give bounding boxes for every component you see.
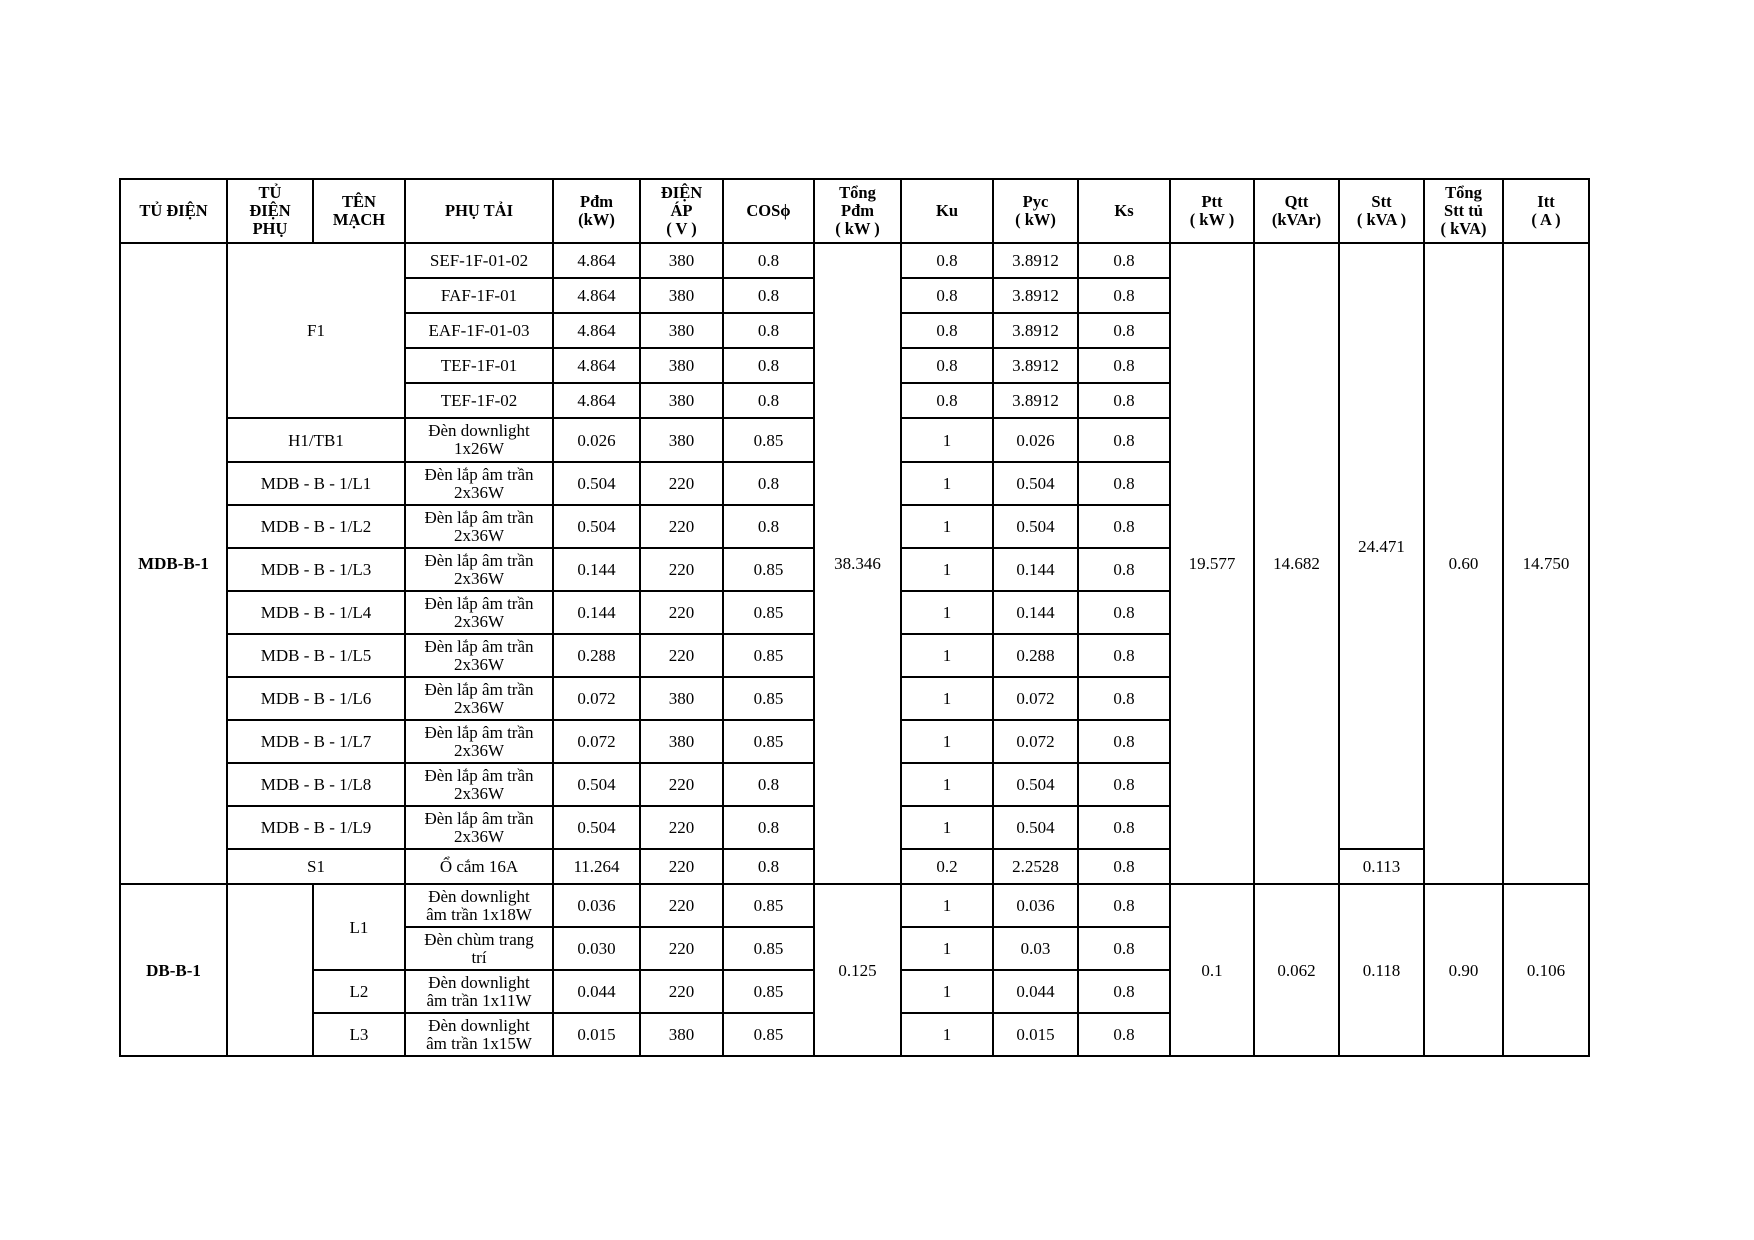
cell-text-line: 2x36W xyxy=(453,826,505,846)
column-header-line: Ptt xyxy=(1201,191,1223,211)
circuit-cell: MDB - B - 1/L9 xyxy=(227,806,405,849)
ku-cell: 0.8 xyxy=(901,243,993,278)
ku-cell: 1 xyxy=(901,462,993,505)
cell-text-line: 2x36W xyxy=(453,482,505,502)
voltage-cell: 380 xyxy=(640,383,723,418)
cos-cell: 0.85 xyxy=(723,927,814,970)
load-calculation-table xyxy=(119,178,1590,1057)
pdm-cell: 0.044 xyxy=(553,970,640,1013)
cell-text-line: âm trần 1x18W xyxy=(426,904,532,924)
pdm-cell: 11.264 xyxy=(553,849,640,884)
voltage-cell: 380 xyxy=(640,278,723,313)
ptt-cell: 0.1 xyxy=(1170,884,1254,1056)
column-header-line: Itt xyxy=(1537,191,1555,211)
panel-name-db: DB-B-1 xyxy=(120,884,227,1056)
itt-cell: 0.106 xyxy=(1503,884,1589,1056)
ku-cell: 1 xyxy=(901,763,993,806)
pyc-cell: 0.03 xyxy=(993,927,1078,970)
cos-cell: 0.85 xyxy=(723,720,814,763)
ks-cell: 0.8 xyxy=(1078,548,1170,591)
load-cell xyxy=(405,634,553,677)
pdm-cell: 0.144 xyxy=(553,548,640,591)
cos-cell: 0.8 xyxy=(723,505,814,548)
table-row xyxy=(120,243,1589,278)
cell-text-line: Đèn lắp âm trần xyxy=(424,464,534,484)
column-header-line: ( kVA ) xyxy=(1356,210,1407,229)
load-cell: SEF-1F-01-02 xyxy=(405,243,553,278)
pyc-cell: 0.036 xyxy=(993,884,1078,927)
cell-text-line: Đèn chùm trang xyxy=(424,929,534,949)
load-cell xyxy=(405,927,553,970)
cos-cell: 0.85 xyxy=(723,970,814,1013)
column-header xyxy=(1254,179,1339,243)
ks-cell: 0.8 xyxy=(1078,348,1170,383)
cell-text-line: trí xyxy=(471,947,487,967)
column-header-line: ĐIỆN xyxy=(249,200,291,220)
cell-text-line: 2x36W xyxy=(453,740,505,760)
column-header xyxy=(405,179,553,243)
table-body xyxy=(120,243,1589,1056)
ks-cell: 0.8 xyxy=(1078,634,1170,677)
circuit-cell: MDB - B - 1/L6 xyxy=(227,677,405,720)
load-cell xyxy=(405,970,553,1013)
pdm-cell: 4.864 xyxy=(553,243,640,278)
column-header-line: ĐIỆN xyxy=(660,182,703,202)
ks-cell: 0.8 xyxy=(1078,884,1170,927)
column-header-line: Pyc xyxy=(1022,191,1049,211)
column-header xyxy=(1170,179,1254,243)
pdm-cell: 0.030 xyxy=(553,927,640,970)
voltage-cell: 220 xyxy=(640,849,723,884)
cell-text-line: 2x36W xyxy=(453,654,505,674)
ks-cell: 0.8 xyxy=(1078,806,1170,849)
pdm-cell: 0.026 xyxy=(553,418,640,462)
table-row xyxy=(120,884,1589,927)
load-cell xyxy=(405,462,553,505)
circuit-cell: MDB - B - 1/L3 xyxy=(227,548,405,591)
column-header xyxy=(1078,179,1170,243)
cos-cell: 0.8 xyxy=(723,348,814,383)
voltage-cell: 220 xyxy=(640,591,723,634)
qtt-cell: 0.062 xyxy=(1254,884,1339,1056)
pyc-cell: 2.2528 xyxy=(993,849,1078,884)
column-header-line: Stt xyxy=(1371,191,1392,211)
circuit-cell: MDB - B - 1/L8 xyxy=(227,763,405,806)
pyc-cell: 3.8912 xyxy=(993,383,1078,418)
column-header-line: Tổng xyxy=(839,182,876,202)
pyc-cell: 0.026 xyxy=(993,418,1078,462)
column-header-line: Pđm xyxy=(580,191,613,211)
load-cell xyxy=(405,505,553,548)
voltage-cell: 220 xyxy=(640,505,723,548)
load-cell xyxy=(405,884,553,927)
pdm-cell: 0.036 xyxy=(553,884,640,927)
load-cell xyxy=(405,806,553,849)
ku-cell: 1 xyxy=(901,970,993,1013)
tong-pdm-cell: 38.346 xyxy=(814,243,901,884)
circuit-cell: L1 xyxy=(313,884,405,970)
load-cell: FAF-1F-01 xyxy=(405,278,553,313)
column-header xyxy=(1503,179,1589,243)
pdm-cell: 0.288 xyxy=(553,634,640,677)
pdm-cell: 4.864 xyxy=(553,383,640,418)
tong-stt-cell: 0.60 xyxy=(1424,243,1503,884)
column-header-line: Ku xyxy=(935,200,958,220)
circuit-cell: MDB - B - 1/L4 xyxy=(227,591,405,634)
stt-cell: 0.113 xyxy=(1339,849,1424,884)
circuit-cell: H1/TB1 xyxy=(227,418,405,462)
cell-text-line: Đèn downlight xyxy=(428,972,530,992)
pyc-cell: 0.072 xyxy=(993,720,1078,763)
ku-cell: 1 xyxy=(901,720,993,763)
qtt-cell: 14.682 xyxy=(1254,243,1339,884)
column-header-line: (kW) xyxy=(578,210,615,229)
column-header xyxy=(120,179,227,243)
column-header-line: Qtt xyxy=(1284,191,1309,211)
ks-cell: 0.8 xyxy=(1078,927,1170,970)
header-row xyxy=(120,179,1589,243)
pyc-cell: 0.504 xyxy=(993,763,1078,806)
column-header-line: ( kW ) xyxy=(1189,210,1235,229)
pyc-cell: 0.015 xyxy=(993,1013,1078,1056)
circuit-cell: MDB - B - 1/L1 xyxy=(227,462,405,505)
ks-cell: 0.8 xyxy=(1078,505,1170,548)
cos-cell: 0.8 xyxy=(723,462,814,505)
voltage-cell: 380 xyxy=(640,677,723,720)
pdm-cell: 4.864 xyxy=(553,313,640,348)
pdm-cell: 0.504 xyxy=(553,505,640,548)
circuit-cell: MDB - B - 1/L2 xyxy=(227,505,405,548)
sub-panel-cell xyxy=(227,884,313,1056)
ks-cell: 0.8 xyxy=(1078,383,1170,418)
ku-cell: 0.8 xyxy=(901,313,993,348)
cell-text-line: Đèn lắp âm trần xyxy=(424,636,534,656)
load-cell: TEF-1F-01 xyxy=(405,348,553,383)
ku-cell: 1 xyxy=(901,591,993,634)
column-header-line: TỦ xyxy=(258,182,282,202)
ks-cell: 0.8 xyxy=(1078,849,1170,884)
ku-cell: 1 xyxy=(901,418,993,462)
column-header-line: ÁP xyxy=(670,200,693,220)
column-header-line: PHỤ xyxy=(252,219,288,239)
load-cell xyxy=(405,677,553,720)
ks-cell: 0.8 xyxy=(1078,720,1170,763)
voltage-cell: 220 xyxy=(640,548,723,591)
load-cell xyxy=(405,763,553,806)
column-header xyxy=(640,179,723,243)
cell-text-line: Đèn lắp âm trần xyxy=(424,679,534,699)
load-cell xyxy=(405,1013,553,1056)
voltage-cell: 380 xyxy=(640,243,723,278)
ku-cell: 1 xyxy=(901,1013,993,1056)
ks-cell: 0.8 xyxy=(1078,243,1170,278)
load-cell: TEF-1F-02 xyxy=(405,383,553,418)
column-header-line: COSϕ xyxy=(746,200,791,220)
cell-text-line: Đèn lắp âm trần xyxy=(424,507,534,527)
cos-cell: 0.85 xyxy=(723,1013,814,1056)
ku-cell: 1 xyxy=(901,677,993,720)
cos-cell: 0.8 xyxy=(723,763,814,806)
cell-text-line: Đèn downlight xyxy=(428,886,530,906)
circuit-cell: F1 xyxy=(227,243,405,418)
pdm-cell: 0.144 xyxy=(553,591,640,634)
pdm-cell: 0.015 xyxy=(553,1013,640,1056)
column-header xyxy=(723,179,814,243)
cell-text-line: 1x26W xyxy=(453,439,505,458)
load-cell xyxy=(405,720,553,763)
panel-name-mdb: MDB-B-1 xyxy=(120,243,227,884)
ku-cell: 0.8 xyxy=(901,348,993,383)
pdm-cell: 0.072 xyxy=(553,720,640,763)
column-header xyxy=(901,179,993,243)
pyc-cell: 0.144 xyxy=(993,591,1078,634)
column-header xyxy=(814,179,901,243)
ks-cell: 0.8 xyxy=(1078,677,1170,720)
pdm-cell: 0.504 xyxy=(553,806,640,849)
column-header-line: TÊN xyxy=(342,191,376,211)
cos-cell: 0.8 xyxy=(723,806,814,849)
ks-cell: 0.8 xyxy=(1078,278,1170,313)
ks-cell: 0.8 xyxy=(1078,763,1170,806)
column-header-line: Pđm xyxy=(841,200,874,220)
pyc-cell: 0.144 xyxy=(993,548,1078,591)
pyc-cell: 0.044 xyxy=(993,970,1078,1013)
circuit-cell: L3 xyxy=(313,1013,405,1056)
pyc-cell: 3.8912 xyxy=(993,278,1078,313)
column-header xyxy=(1339,179,1424,243)
stt-cell: 24.471 xyxy=(1339,243,1424,849)
pyc-cell: 0.072 xyxy=(993,677,1078,720)
ku-cell: 1 xyxy=(901,548,993,591)
pyc-cell: 3.8912 xyxy=(993,348,1078,383)
voltage-cell: 220 xyxy=(640,634,723,677)
cell-text-line: 2x36W xyxy=(453,568,505,588)
pdm-cell: 0.072 xyxy=(553,677,640,720)
cell-text-line: Đèn lắp âm trần xyxy=(424,722,534,742)
cos-cell: 0.85 xyxy=(723,418,814,462)
pyc-cell: 0.288 xyxy=(993,634,1078,677)
column-header-line: ( kW ) xyxy=(835,219,880,239)
cell-text-line: Đèn lắp âm trần xyxy=(424,808,534,828)
column-header-line: PHỤ TẢI xyxy=(445,200,513,220)
column-header-line: Ks xyxy=(1114,200,1134,220)
cell-text-line: Đèn downlight xyxy=(428,421,530,441)
cell-text-line: Đèn lắp âm trần xyxy=(424,550,534,570)
tong-stt-cell: 0.90 xyxy=(1424,884,1503,1056)
cell-text-line: 2x36W xyxy=(453,697,505,717)
voltage-cell: 380 xyxy=(640,348,723,383)
column-header xyxy=(313,179,405,243)
ku-cell: 0.2 xyxy=(901,849,993,884)
voltage-cell: 220 xyxy=(640,970,723,1013)
ks-cell: 0.8 xyxy=(1078,1013,1170,1056)
cell-text-line: Đèn lắp âm trần xyxy=(424,765,534,785)
column-header xyxy=(1424,179,1503,243)
cos-cell: 0.85 xyxy=(723,677,814,720)
circuit-cell: L2 xyxy=(313,970,405,1013)
load-cell xyxy=(405,418,553,462)
cos-cell: 0.8 xyxy=(723,849,814,884)
pdm-cell: 0.504 xyxy=(553,462,640,505)
ku-cell: 1 xyxy=(901,806,993,849)
voltage-cell: 220 xyxy=(640,884,723,927)
ku-cell: 0.8 xyxy=(901,383,993,418)
pdm-cell: 4.864 xyxy=(553,348,640,383)
column-header-line: ( V ) xyxy=(666,219,697,239)
column-header xyxy=(227,179,313,243)
cos-cell: 0.85 xyxy=(723,591,814,634)
pyc-cell: 0.504 xyxy=(993,462,1078,505)
cos-cell: 0.8 xyxy=(723,243,814,278)
ku-cell: 1 xyxy=(901,634,993,677)
ks-cell: 0.8 xyxy=(1078,313,1170,348)
pyc-cell: 3.8912 xyxy=(993,243,1078,278)
column-header xyxy=(553,179,640,243)
voltage-cell: 220 xyxy=(640,927,723,970)
ptt-cell: 19.577 xyxy=(1170,243,1254,884)
ks-cell: 0.8 xyxy=(1078,418,1170,462)
tong-pdm-cell: 0.125 xyxy=(814,884,901,1056)
load-cell: Ổ cắm 16A xyxy=(405,849,553,884)
load-cell xyxy=(405,591,553,634)
voltage-cell: 220 xyxy=(640,806,723,849)
itt-cell: 14.750 xyxy=(1503,243,1589,884)
cell-text-line: Đèn downlight xyxy=(428,1015,530,1035)
cos-cell: 0.85 xyxy=(723,634,814,677)
cos-cell: 0.8 xyxy=(723,383,814,418)
voltage-cell: 380 xyxy=(640,720,723,763)
column-header-line: Tổng xyxy=(1445,182,1482,202)
column-header-line: ( kW) xyxy=(1015,210,1056,229)
ku-cell: 1 xyxy=(901,884,993,927)
pyc-cell: 0.504 xyxy=(993,806,1078,849)
pdm-cell: 0.504 xyxy=(553,763,640,806)
ku-cell: 1 xyxy=(901,505,993,548)
circuit-cell: S1 xyxy=(227,849,405,884)
voltage-cell: 220 xyxy=(640,763,723,806)
pyc-cell: 3.8912 xyxy=(993,313,1078,348)
column-header-line: (kVAr) xyxy=(1271,210,1322,229)
voltage-cell: 380 xyxy=(640,1013,723,1056)
column-header-line: MẠCH xyxy=(332,210,386,229)
cos-cell: 0.8 xyxy=(723,278,814,313)
load-cell: EAF-1F-01-03 xyxy=(405,313,553,348)
cell-text-line: 2x36W xyxy=(453,611,505,631)
cos-cell: 0.85 xyxy=(723,548,814,591)
voltage-cell: 380 xyxy=(640,418,723,462)
cell-text-line: 2x36W xyxy=(453,783,505,803)
voltage-cell: 220 xyxy=(640,462,723,505)
cos-cell: 0.85 xyxy=(723,884,814,927)
pyc-cell: 0.504 xyxy=(993,505,1078,548)
ks-cell: 0.8 xyxy=(1078,462,1170,505)
load-cell xyxy=(405,548,553,591)
cell-text-line: 2x36W xyxy=(453,525,505,545)
ks-cell: 0.8 xyxy=(1078,591,1170,634)
voltage-cell: 380 xyxy=(640,313,723,348)
cell-text-line: âm trần 1x11W xyxy=(426,990,532,1010)
circuit-cell: MDB - B - 1/L7 xyxy=(227,720,405,763)
ks-cell: 0.8 xyxy=(1078,970,1170,1013)
pdm-cell: 4.864 xyxy=(553,278,640,313)
column-header-line: ( A ) xyxy=(1531,210,1561,229)
cell-text-line: âm trần 1x15W xyxy=(426,1033,532,1053)
circuit-cell: MDB - B - 1/L5 xyxy=(227,634,405,677)
ku-cell: 1 xyxy=(901,927,993,970)
column-header xyxy=(993,179,1078,243)
column-header-line: Stt tủ xyxy=(1444,200,1483,220)
column-header-line: ( kVA) xyxy=(1440,219,1487,239)
column-header-line: TỦ ĐIỆN xyxy=(139,200,208,220)
ku-cell: 0.8 xyxy=(901,278,993,313)
stt-cell: 0.118 xyxy=(1339,884,1424,1056)
cell-text-line: Đèn lắp âm trần xyxy=(424,593,534,613)
cos-cell: 0.8 xyxy=(723,313,814,348)
